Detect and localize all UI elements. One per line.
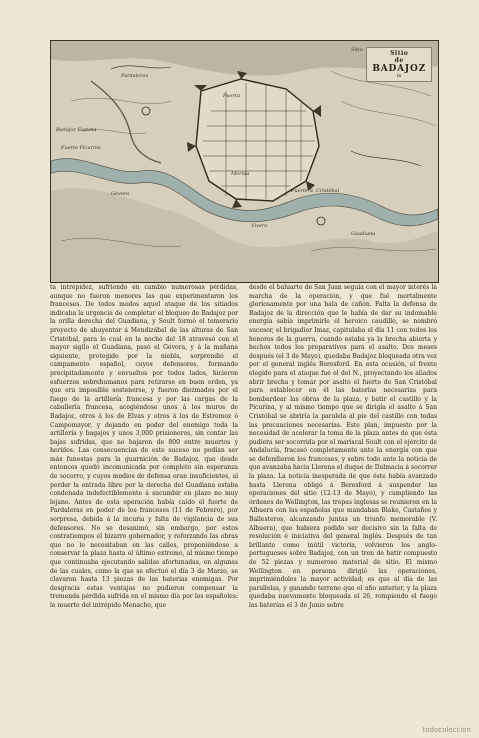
- map-label: Guadiana: [351, 231, 376, 237]
- column-left-text: ta intrépidez, sufriendo en cambio numerosas pérdidas, aunque no fueron menores las que experimentaron los franceses. De todos modos aquel ataque de los sitiados indicaba la urgencia de completar el bloqueo de Badajoz por la orilla derecha del Guadiana, y Soult formó el temerario proyecto de ahuyentar á Mendizábal de las alturas de San Cristóbal, para lo cual en la noche del 18 atravesó con el mayor sigilo el Guadiana, pasó el Gévora, y á la mañana siguiente, protegido por la niebla, sorprendió el campamento español, cuyos defensores, formando precipitadamente y envueltos por todos lados, hicieron esfuerzos sobrehumanos para retirarse en buen orden, ya que era imposible sostenerse, y fueron diezmados por el fuego de la artillería francesa y por las cargas de la caballería francesa, acogiéndose unos á los muros de Badajoz, otros á los de Elvas y otros á los de Estremoz ó Campomayor, y dejando en poder del enemigo toda la artillería y bagajes y unos 3,000 prisioneros, sin contar las bajas sufridas, que no bajaron de 800 entre muertos y heridos. Las consecuencias de este suceso no podían ser más funestas para la guarnición de Badajoz, que desde entonces quedó incomunicada por completo sin esperanza de socorro, y cuyos medios de defensa eran insuficientes, al perder la entrada libre por la derecha del Guadiana estaba condenada indefectiblemente á sucumbir en plazo no muy lejano. Antes de esta operación había caído el fuerte de Pardaleras en poder de los franceses (11 de Febrero), por sorpresa, debida á la incuria y falta de vigilancia de sus defensores. No se desanimó, sin embargo, por estos contratiempos el bizarro gobernador, y reforzando las obras que no le necesitaban en las calles, proponiéndose a conservar la plaza hasta el último extremo, al mismo tiempo que continuaba ejecutando salidas afortunadas, en algunas de las cuales, como la que se efectuó el día 3 de Marzo, se clavaron hasta 13 piezas de las baterías enemigas. Por desgracia estas ventajas no pudieron compensar la tremenda pérdida sufrida en el mismo día por los españoles: la muerte del intrépido Menacho, que: [50, 284, 238, 609]
- map-title-big: BADAJOZ: [372, 64, 426, 74]
- map-label: Pardaleras: [121, 73, 149, 79]
- map-title-small: Sitio: [390, 50, 409, 57]
- map-label: Fuerte Picurina: [61, 145, 101, 151]
- map-label: Gevora: [111, 191, 130, 197]
- siege-map: [50, 40, 439, 283]
- map-label: Mérida: [231, 171, 250, 177]
- map-label: Sitio: [351, 47, 363, 53]
- map-label: Puerta: [223, 93, 240, 99]
- map-scale: m: [397, 74, 402, 79]
- column-right-text: desde el baluarte de San Juan seguía con el mayor interés la marcha de la operación, y que fué mortalmente gloriosamente por una bala de cañón. Falta la defensa de Badajoz de la dirección que le había de dar su indomable energía sabía imprimirle el heroico caudillo, se nombró sucesor, el brigadier Imaz, capitulaba el día 11 con todos los honores de la guerra, cuando estaba ya la brecha abierta y hechos todos los preparativos para el asalto. Dos meses después (el 3 de Mayo), quedaba Badajoz bloqueada otra vez por el general inglés Beresford. En esta ocasión, el frente elegido para el ataque fué el del N., proyectando los aliados abrir brecha y tomar por asalto el fuerte de San Cristóbal para establecer en él las baterías necesarias para bombardear las obras de la plaza, y batir el castillo y la Picurina, y al mismo tiempo que se dirigía el asalto á San Cristóbal se abriría la paralela al pie del castillo con todas las precauciones necesarias. Este plan, impuesto por la necesidad de acelerar la toma de la plaza antes de que ésta pudiera ser socorrida por el mariscal Soult con el ejército de Andalucía, fracasó completamente ante la energía con que se defendieron los franceses, y sobre todo ante la noticia de que avanzaba hacia Llerena el duque de Dalmacia á socorrer la plaza. La noticia inesperada de que éste había avanzado hasta Llerena obligó á Beresford á suspender las operaciones del sitio (12-13 de Mayo), y cumpliendo las órdenes de Wellington, las tropas inglesas se reunieron en la Albuera con las españolas que mandaban Blake, Castaños y Ballesteros, alcanzando juntas un triunfo memorable (V. Albuera), que hubiera podido ser decisivo sin la falta de resolución é iniciativa del general inglés. Después de tan brillante como inútil victoria, volvieron los anglo-portugueses sobre Badajoz, con un tren de batir compuesto de 52 piezas y numeroso material de sitio. El mismo Wellington en persona dirigió las operaciones, imprimiéndoles la mayor actividad; es que al día de las parallelas, y ganando terreno que el año anterior, y la plaza quedaba nuevamente bloqueada el 26, rompiendo el fuego las baterías el 3 de Junio sobre: [249, 284, 437, 609]
- map-label: Badajoz Espuna: [56, 127, 97, 133]
- column-left: [50, 284, 238, 724]
- map-label: Fuerte S. Cristóbal: [291, 188, 340, 194]
- column-right: [249, 284, 437, 724]
- article-body: [50, 284, 437, 724]
- map-label: Vivero: [251, 223, 268, 229]
- map-title-of: de: [394, 57, 404, 64]
- watermark: todocoleccion: [422, 726, 471, 734]
- map-title-block: [366, 47, 432, 82]
